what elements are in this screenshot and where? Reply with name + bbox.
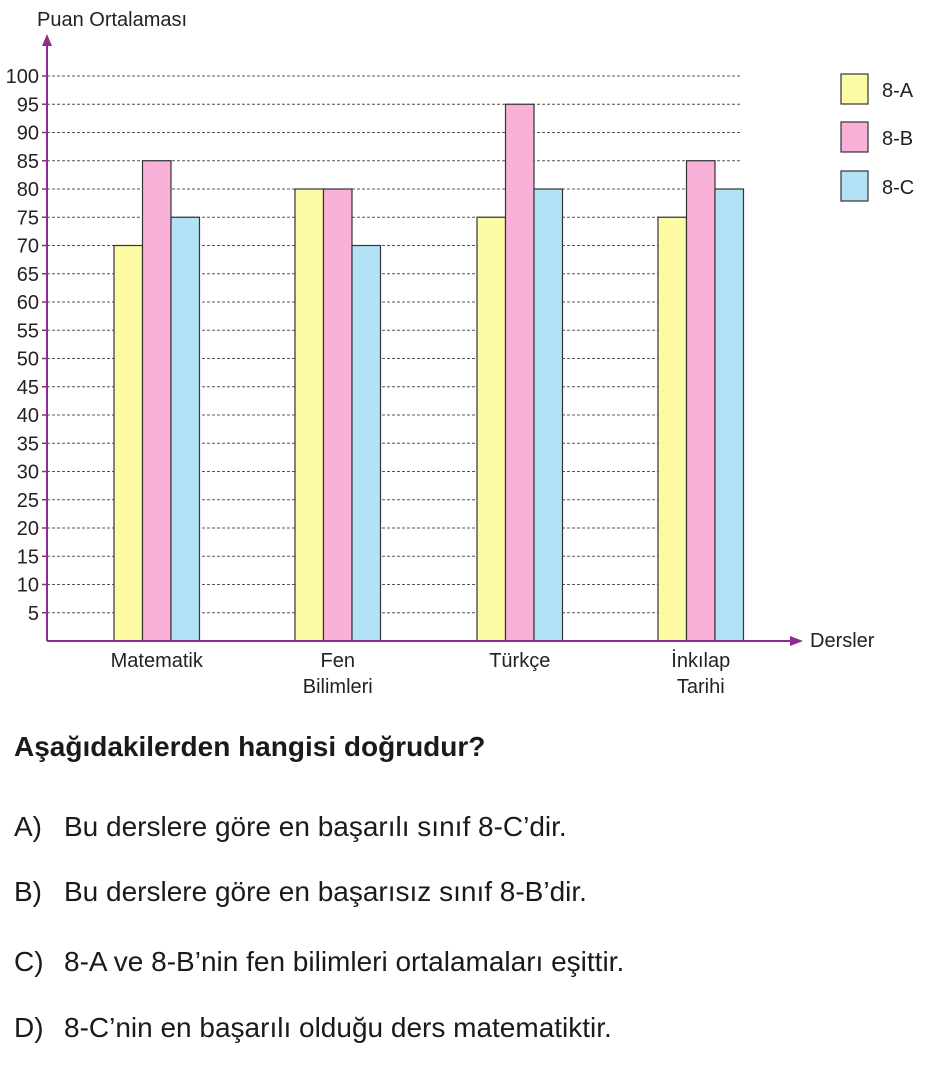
bar-8-B-3 [687, 161, 716, 641]
bar-8-A-0 [114, 246, 143, 642]
option-d-letter: D) [14, 1012, 44, 1043]
option-c[interactable] [14, 946, 624, 978]
y-tick-label: 85 [16, 150, 39, 173]
bar-8-B-1 [324, 189, 353, 641]
bar-8-A-3 [658, 217, 687, 641]
option-b-text: Bu derslere göre en başarısız sınıf 8-B’dir. [64, 876, 587, 907]
bar-8-C-1 [352, 246, 381, 642]
x-category-label: Matematik [110, 650, 203, 672]
option-d-text: 8-C’nin en başarılı olduğu ders matematiktir. [64, 1012, 612, 1043]
y-tick-label: 15 [16, 546, 39, 569]
bar-8-B-2 [506, 104, 535, 641]
y-tick-label: 70 [16, 235, 39, 258]
bar-8-B-0 [143, 161, 172, 641]
y-tick-label: 25 [16, 489, 39, 512]
question-text: Aşağıdakilerden hangisi doğrudur? [14, 731, 486, 762]
y-tick-label: 90 [16, 122, 39, 145]
y-tick-label: 30 [16, 461, 39, 484]
bar-8-A-1 [295, 189, 324, 641]
y-tick-label: 40 [16, 405, 39, 427]
x-category-label: İnkılap [671, 650, 731, 672]
y-tick-label: 35 [16, 433, 39, 456]
y-tick-label: 55 [16, 320, 39, 343]
legend-swatch-8-C [841, 171, 868, 201]
x-axis-title: Dersler [810, 630, 875, 652]
x-category-label: Türkçe [489, 650, 551, 672]
y-tick-label: 10 [16, 574, 39, 597]
y-tick-label: 100 [5, 66, 39, 88]
legend-label-8-A: 8-A [882, 80, 914, 102]
bar-8-C-0 [171, 217, 200, 641]
legend-swatch-8-A [841, 74, 868, 104]
option-a[interactable] [14, 811, 567, 843]
bar-8-C-2 [534, 189, 563, 641]
x-category-label: Bilimleri [302, 676, 373, 698]
option-d[interactable] [14, 1012, 612, 1044]
y-tick-label: 45 [16, 376, 39, 399]
y-tick-label: 65 [16, 263, 39, 286]
option-c-text: 8-A ve 8-B’nin fen bilimleri ortalamaları eşittir. [64, 946, 625, 977]
x-axis-arrow [790, 636, 803, 646]
y-tick-label: 20 [16, 518, 39, 540]
bar-8-A-2 [477, 217, 506, 641]
y-tick-label: 50 [16, 348, 39, 371]
option-a-text: Bu derslere göre en başarılı sınıf 8-C’dir. [64, 811, 567, 842]
option-b-letter: B) [14, 876, 42, 907]
option-c-letter: C) [14, 946, 44, 977]
bar-8-C-3 [715, 189, 744, 641]
legend-swatch-8-B [841, 122, 868, 152]
x-category-label: Tarihi [676, 676, 725, 698]
y-tick-label: 75 [16, 207, 39, 230]
legend-label-8-B: 8-B [882, 128, 914, 150]
y-axis-arrow [42, 34, 52, 46]
y-tick-label: 60 [16, 292, 39, 314]
option-a-letter: A) [14, 811, 42, 842]
x-category-label: Fen [320, 650, 355, 672]
y-tick-label: 95 [16, 94, 39, 117]
y-tick-label: 80 [16, 179, 39, 201]
y-axis-title: Puan Ortalaması [37, 9, 188, 31]
option-b[interactable] [14, 876, 587, 908]
y-tick-label: 5 [27, 602, 39, 625]
legend-label-8-C: 8-C [882, 177, 915, 199]
